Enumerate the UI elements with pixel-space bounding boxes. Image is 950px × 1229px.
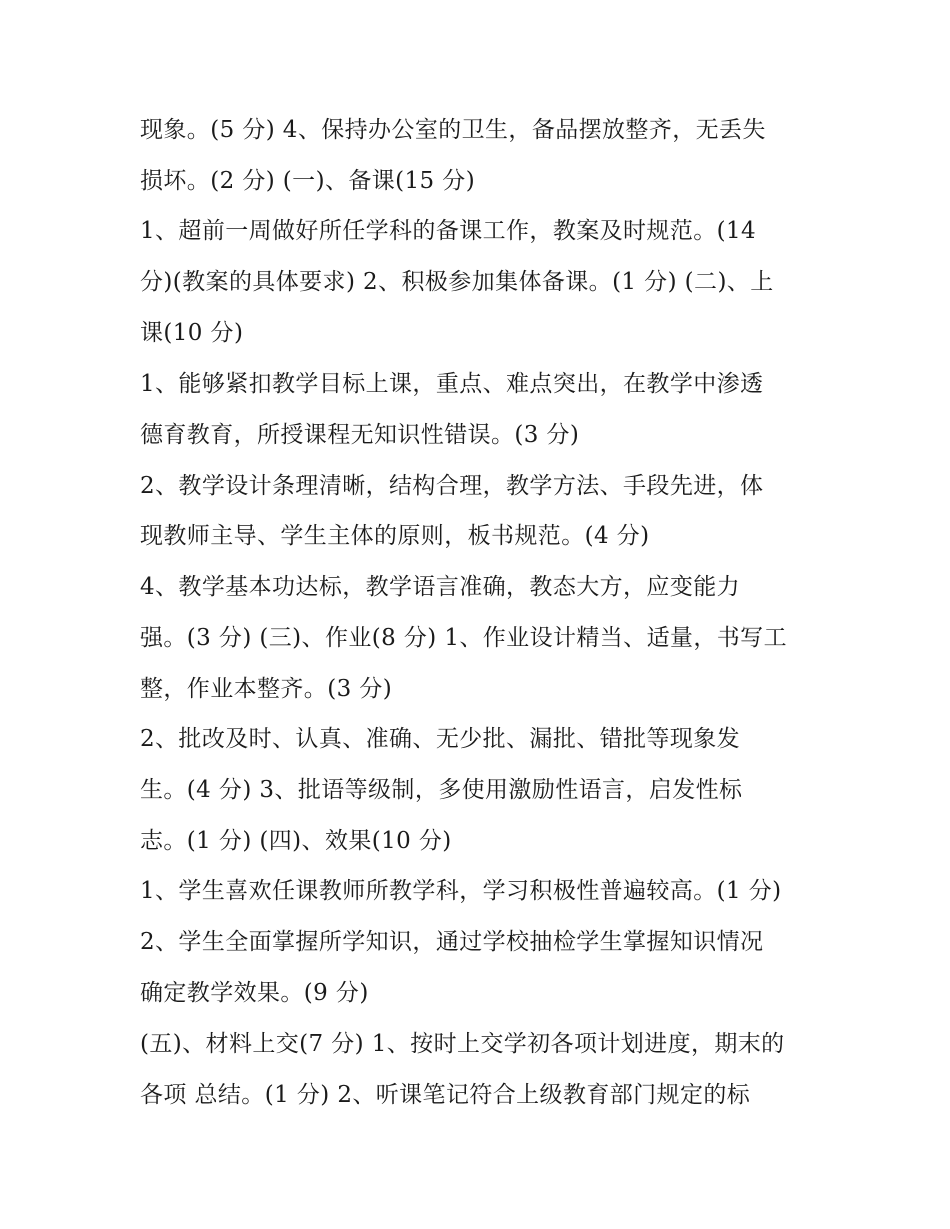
text-line: 1、学生喜欢任课教师所教学科，学习积极性普遍较高。(1 分): [140, 878, 782, 904]
text-line: 课(10 分): [140, 320, 244, 346]
text-line: 损坏。(2 分) (一)、备课(15 分): [140, 168, 476, 194]
text-line: 现教师主导、学生主体的原则，板书规范。(4 分): [140, 523, 650, 549]
text-line: 各项 总结。(1 分) 2、听课笔记符合上级教育部门规定的标: [140, 1082, 751, 1108]
text-line: 整，作业本整齐。(3 分): [140, 676, 393, 702]
text-line: 生。(4 分) 3、批语等级制，多使用激励性语言，启发性标: [140, 777, 743, 803]
text-line: 1、超前一周做好所任学科的备课工作，教案及时规范。(14: [140, 218, 757, 244]
text-line: 志。(1 分) (四)、效果(10 分): [140, 828, 452, 854]
text-line: 2、学生全面掌握所学知识，通过学校抽检学生掌握知识情况: [140, 929, 764, 955]
text-line: 强。(3 分) (三)、作业(8 分) 1、作业设计精当、适量，书写工: [140, 625, 787, 651]
text-line: 4、教学基本功达标，教学语言准确，教态大方，应变能力: [140, 574, 741, 600]
text-line: 现象。(5 分) 4、保持办公室的卫生，备品摆放整齐，无丢失: [140, 117, 766, 143]
text-line: (五)、材料上交(7 分) 1、按时上交学初各项计划进度，期末的: [140, 1031, 785, 1057]
text-line: 2、教学设计条理清晰，结构合理，教学方法、手段先进，体: [140, 473, 764, 499]
text-line: 2、批改及时、认真、准确、无少批、漏批、错批等现象发: [140, 726, 741, 752]
text-line: 确定教学效果。(9 分): [140, 980, 369, 1006]
text-line: 1、能够紧扣教学目标上课，重点、难点突出，在教学中渗透: [140, 371, 764, 397]
text-line: 分)(教案的具体要求) 2、积极参加集体备课。(1 分) (二)、上: [140, 269, 774, 295]
text-line: 德育教育，所授课程无知识性错误。(3 分): [140, 422, 580, 448]
